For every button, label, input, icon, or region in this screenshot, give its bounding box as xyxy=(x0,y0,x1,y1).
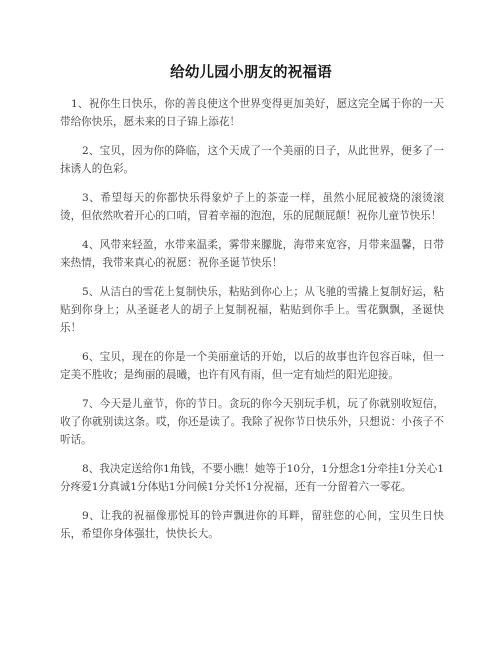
paragraph-8: 8、我决定送给你1角钱，不要小瞧！她等于10分，1分想念1分牵挂1分关心1分疼爱1分真诚1分体贴1分问候1分关怀1分祝福，还有一分留着六一零花。 xyxy=(60,463,444,493)
paragraph-3: 3、希望每天的你都快乐得象炉子上的茶壶一样，虽然小屁屁被烧的滚烫滚烫，但依然吹着开心的口哨，冒着幸福的泡泡，乐的屁颠屁颠！祝你儿童节快乐！ xyxy=(60,192,444,222)
paragraph-7: 7、今天是儿童节，你的节日。贪玩的你今天别玩手机，玩了你就别收短信，收了你就别读这条。哎，你还是读了。我除了祝你节日快乐外，只想说：小孩子不听话。 xyxy=(60,398,444,446)
paragraph-2: 2、宝贝，因为你的降临，这个天成了一个美丽的日子，从此世界，便多了一抹诱人的色彩。 xyxy=(60,145,444,175)
paragraph-6: 6、宝贝，现在的你是一个美丽童话的开始，以后的故事也许包容百味，但一定美不胜收；是绚丽的晨曦，也许有风有雨，但一定有灿烂的阳光迎接。 xyxy=(60,351,444,381)
document-body xyxy=(60,95,444,554)
paragraph-4: 4、风带来轻盈，水带来温柔，雾带来朦胧，海带来宽容，月带来温馨，日带来热情，我带来真心的祝愿：祝你圣诞节快乐！ xyxy=(60,239,444,269)
paragraph-1: 1、祝你生日快乐，你的善良使这个世界变得更加美好，愿这完全属于你的一天带给你快乐，愿未来的日子锦上添花！ xyxy=(60,98,444,128)
paragraph-5: 5、从洁白的雪花上复制快乐，粘贴到你心上；从飞驰的雪撬上复制好运，粘贴到你身上；从圣诞老人的胡子上复制祝福，粘贴到你手上。雪花飘飘，圣诞快乐！ xyxy=(60,286,444,334)
document-title: 给幼儿园小朋友的祝福语 xyxy=(170,65,332,81)
paragraph-9: 9、让我的祝福像那悦耳的铃声飘进你的耳畔，留驻您的心间，宝贝生日快乐，希望你身体强壮，快快长大。 xyxy=(60,510,444,540)
